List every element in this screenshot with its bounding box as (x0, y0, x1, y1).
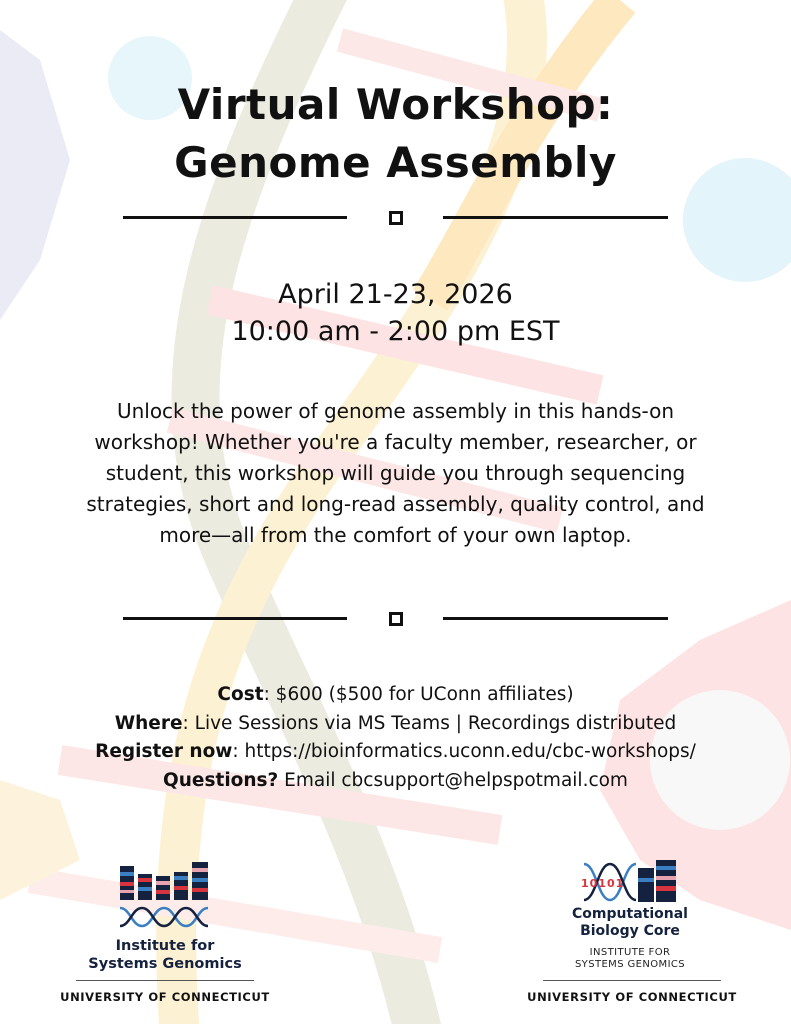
description: Unlock the power of genome assembly in this hands-on workshop! Whether you're a faculty member, researcher, or student, this workshop will guide you through sequencing strategies, short and long-read assembly, quality control, and more—all from the comfort of your own laptop. (86, 399, 705, 547)
top-divider (123, 211, 668, 225)
divider-line-right (443, 216, 668, 219)
title-line-1: Virtual Workshop: (177, 80, 614, 129)
contact-email[interactable]: Email cbcsupport@helpspotmail.com (278, 769, 628, 791)
register-link[interactable]: : https://bioinformatics.uconn.edu/cbc-workshops/ (232, 741, 696, 762)
cbc-name-line-2: Biology Core (580, 923, 680, 939)
detail-register[interactable] (0, 738, 791, 767)
divider-line-right (443, 617, 668, 620)
detail-label: Register now (95, 741, 233, 762)
detail-where (0, 710, 791, 739)
isg-name (80, 937, 250, 973)
cbc-subtitle-line-2: SYSTEMS GENOMICS (574, 959, 686, 970)
isg-name-line-2: Systems Genomics (88, 956, 242, 972)
detail-value: : $600 ($500 for UConn affiliates) (263, 684, 574, 705)
detail-value: : Live Sessions via MS Teams | Recordings distributed (182, 712, 677, 734)
isg-rule (76, 980, 254, 981)
cbc-rule (543, 980, 721, 981)
isg-university: UNIVERSITY OF CONNECTICUT (60, 990, 270, 1004)
detail-label: Questions? (163, 769, 279, 791)
divider-square (389, 211, 403, 225)
title-line-2: Genome Assembly (174, 138, 617, 187)
event-dates: April 21-23, 2026 (278, 279, 513, 310)
divider-line-left (123, 617, 347, 620)
cbc-university: UNIVERSITY OF CONNECTICUT (527, 990, 737, 1004)
cbc-subtitle-line-1: INSTITUTE FOR (589, 947, 671, 958)
divider-square (389, 612, 403, 626)
cbc-name-line-1: Computational (572, 906, 688, 922)
detail-cost (0, 681, 791, 710)
divider-line-left (123, 216, 347, 219)
isg-logo-icon (118, 860, 212, 932)
detail-label: Cost (217, 684, 264, 705)
middle-divider (123, 612, 668, 626)
event-time: 10:00 am - 2:00 pm EST (231, 316, 560, 347)
cbc-name (560, 906, 700, 940)
cbc-binary: 10101 (581, 877, 625, 890)
detail-label: Where (114, 712, 183, 734)
isg-name-line-1: Institute for (115, 938, 215, 954)
cbc-subtitle (560, 947, 700, 971)
detail-questions (0, 767, 791, 796)
